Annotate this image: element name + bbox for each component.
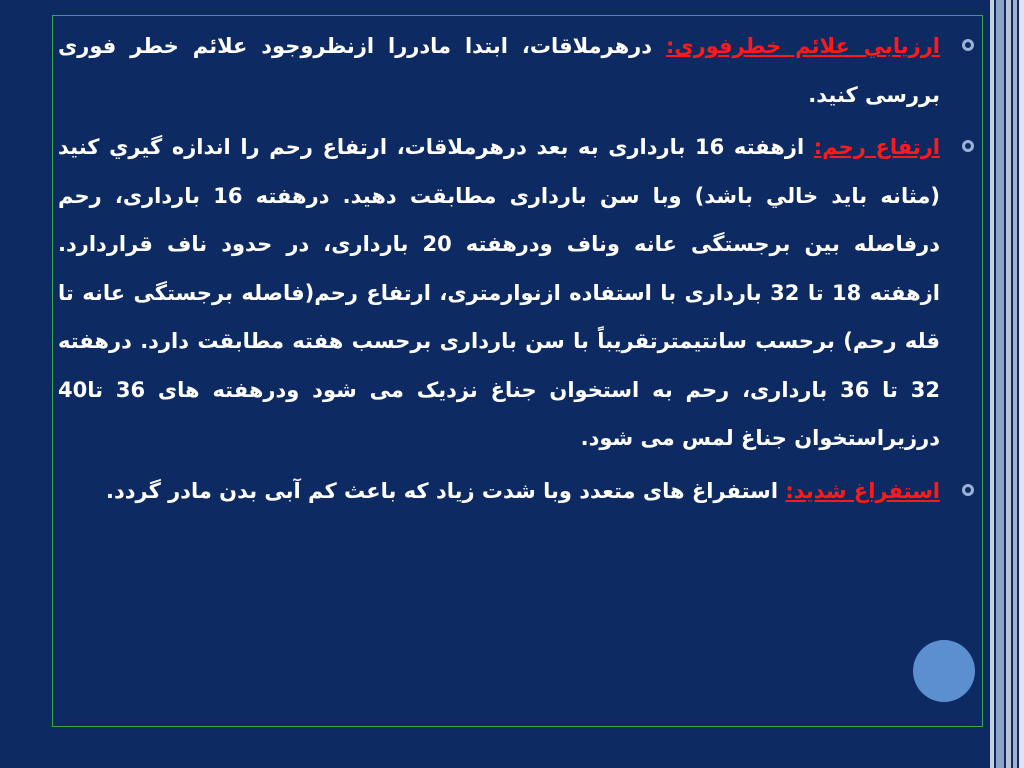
paragraph-text: ازهفته 16 بارداری به بعد درهرملاقات، ارتفاع رحم را اندازه گيري کنید (مثانه بايد خالي باشد) وبا سن بارداری مطابقت دهید. درهفته 16 بارداری، رحم درفاصله بین برجستگی عانه وناف ودرهفته 20 بارداری، در حدود ناف قراردارد. ازهفته 18 تا 32 بارداری با استفاده ازنوارمتری، ارتفاع رحم(فاصله برجستگی عانه تا قله رحم) برحسب سانتیمترتقریباً با سن بارداری برحسب هفته مطابقت دارد. درهفته 32 تا 36 بارداری، رحم به استخوان جناغ نزدیک می شود ودرهفته های 36 تا40 درزيراستخوان جناغ لمس می شود. [58, 135, 941, 450]
slide-content [58, 22, 978, 519]
decor-stripe [996, 0, 1004, 768]
bullet-paragraph-3 [58, 467, 978, 516]
bullet-ring-icon [962, 140, 974, 152]
paragraph-text: استفراغ های متعدد وبا شدت زیاد که باعث کم آبی بدن مادر گردد. [105, 478, 786, 503]
decor-stripe [1006, 0, 1011, 768]
bullet-ring-icon [962, 484, 974, 496]
bullet-paragraph-1 [58, 22, 978, 119]
decor-stripe [1019, 0, 1024, 768]
right-edge-decoration [990, 0, 1024, 768]
paragraph-text: درهرملاقات، ابتدا مادررا ازنظروجود علائم خطر فوری بررسی کنید. [58, 34, 940, 107]
bullet-paragraph-2 [58, 123, 978, 463]
paragraph-heading: ارتفاع رحم: [813, 135, 940, 159]
decorative-circle [913, 640, 975, 702]
decor-stripe [1013, 0, 1017, 768]
paragraph-heading: استفراغ شدید: [785, 478, 940, 503]
decor-stripe [990, 0, 994, 768]
paragraph-heading: ارزيابي علائم خطرفوری: [665, 34, 940, 58]
bullet-ring-icon [962, 39, 974, 51]
